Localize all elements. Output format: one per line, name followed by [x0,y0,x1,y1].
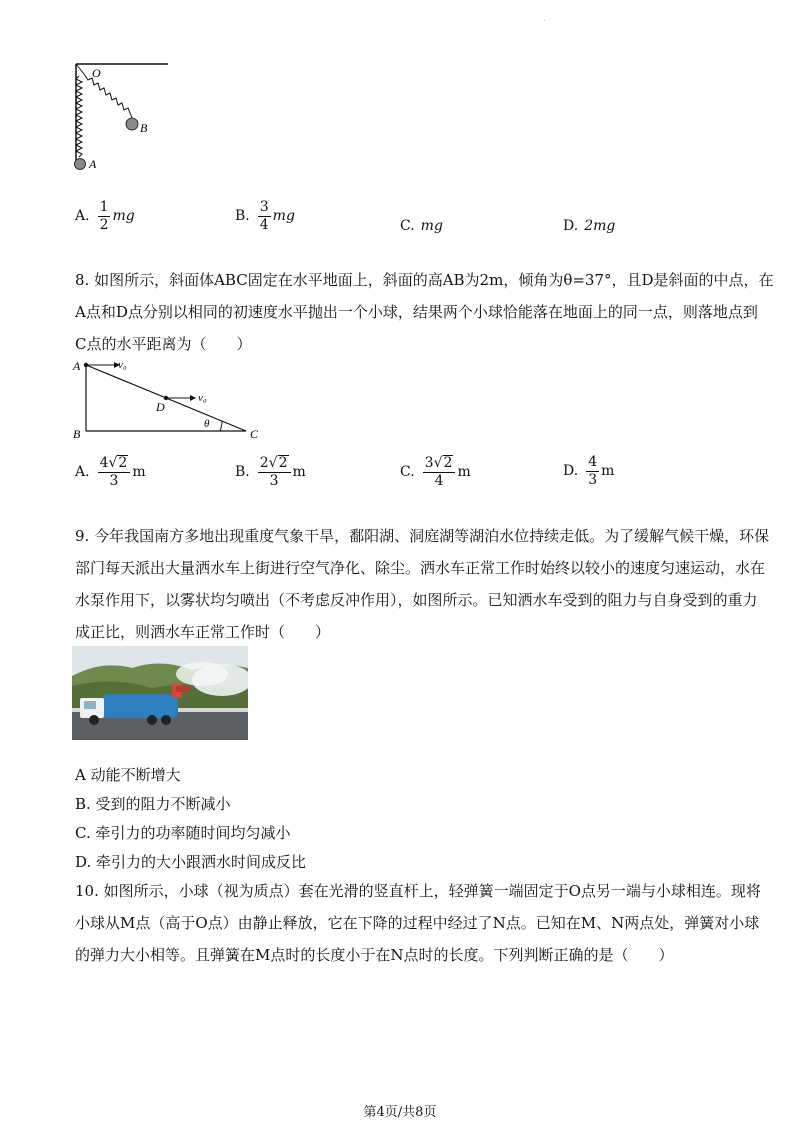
label-C: C [250,427,259,441]
label-v0-mid: v₀ [198,392,207,404]
q7-option-c: C. mg [400,218,443,234]
label-A: A [73,359,81,373]
sprinkler-truck-photo [72,646,248,740]
q8-option-a: A. 4√ 2 3 m [75,455,146,489]
label-b: B [140,121,148,135]
q9-option-a: A 动能不断增大 [75,766,181,784]
spring-ball-figure [70,58,180,178]
q7-option-b: B. $\frac{3}{4}$ mg [235,199,295,233]
label-D: D [156,400,165,414]
label-B: B [73,427,81,441]
q10-line-1: 10. 如图所示，小球（视为质点）套在光滑的竖直杆上，轻弹簧一端固定于O点另一端与小球相连。现将 [75,882,761,900]
incline-figure [70,355,270,445]
label-o: O [92,66,101,80]
q8-option-b: B. 2√ 2 3 m [235,455,306,489]
q8-option-c: C. 3√ 2 4 m [400,455,471,489]
q8-line-1: 8. 如图所示，斜面体ABC固定在水平地面上，斜面的高AB为2m，倾角为θ=37°，且D是斜面的中点，在 [75,271,774,289]
label-a: A [89,157,97,171]
q9-option-d: D. 牵引力的大小跟洒水时间成反比 [75,853,307,871]
q9-option-b: B. 受到的阻力不断减小 [75,795,231,813]
page-footer: 第4页/共8页 [363,1105,437,1120]
q8-line-3: C点的水平距离为（ ） [75,335,252,353]
q10-line-2: 小球从M点（高于O点）由静止释放，它在下降的过程中经过了N点。已知在M、N两点处，弹簧对小球 [75,914,760,932]
q9-option-c: C. 牵引力的功率随时间均匀减小 [75,824,291,842]
q10-line-3: 的弹力大小相等。且弹簧在M点时的长度小于在N点时的长度。下列判断正确的是（ ） [75,946,674,964]
label-v0-top: v₀ [118,359,127,371]
q7-option-d: D. 2mg [563,218,616,234]
q8-line-2: A点和D点分别以相同的初速度水平抛出一个小球，结果两个小球恰能落在地面上的同一点，则落地点到 [75,303,758,321]
page-dot: . [543,14,546,23]
q7-option-a: A. $\frac{1}{2}$ mg [75,199,135,233]
q9-line-3: 水泵作用下，以雾状均匀喷出（不考虑反冲作用），如图所示。已知洒水车受到的阻力与自身受到的重力 [75,591,758,609]
q9-line-1: 9. 今年我国南方多地出现重度气象干旱，鄱阳湖、洞庭湖等湖泊水位持续走低。为了缓解气候干燥，环保 [75,527,770,545]
label-theta: θ [204,418,210,430]
q8-option-d: D. $\frac{4}{3}$ m [563,454,615,488]
q9-line-4: 成正比，则洒水车正常工作时（ ） [75,623,331,641]
q9-line-2: 部门每天派出大量洒水车上街进行空气净化、除尘。洒水车正常工作时始终以较小的速度匀速运动，水在 [75,559,766,577]
